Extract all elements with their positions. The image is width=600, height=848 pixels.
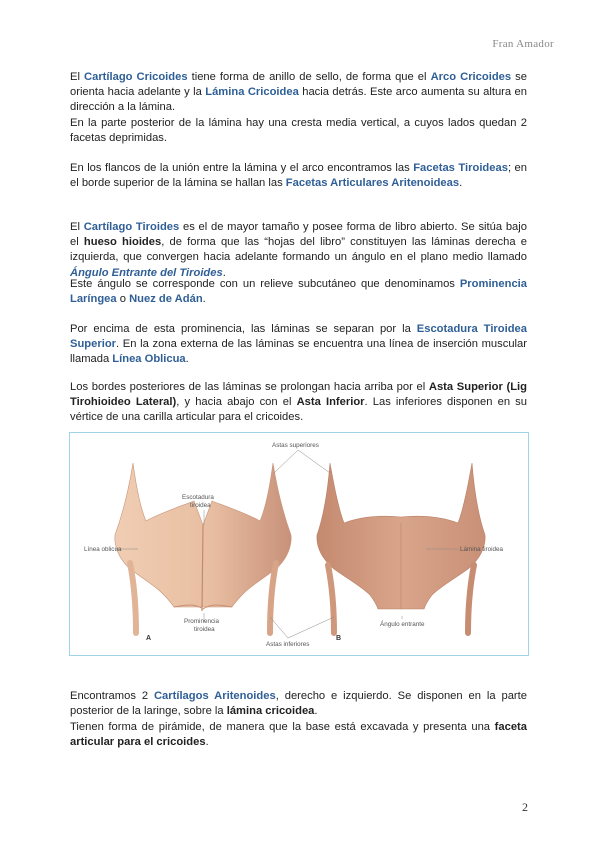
thyroid-cartilage-illustration xyxy=(70,433,528,655)
label-panel-b: B xyxy=(336,635,342,642)
paragraph-cricoides: El Cartílago Cricoides tiene forma de anillo de sello, de forma que el Arco Cricoides se orienta hacia adelante y la Lámina Cricoidea hacia detrás. Este arco aumenta su altura en dirección a la lámina. xyxy=(70,71,527,114)
label-escotadura-line1: Escotadura xyxy=(182,494,214,501)
term-hueso-hioides: hueso hioides xyxy=(83,236,162,249)
term-linea-oblicua: Línea Oblicua xyxy=(112,353,186,366)
term-angulo-entrante: Ángulo Entrante del Tiroides xyxy=(70,266,223,279)
paragraph-facetas: En los flancos de la unión entre la lámina y el arco encontramos las Facetas Tiroideas; en el borde superior de la lámina se hallan las Facetas Articulares Aritenoideas. xyxy=(70,162,527,190)
paragraph-cresta: En la parte posterior de la lámina hay una cresta media vertical, a cuyos lados quedan 2 facetas deprimidas. xyxy=(70,117,527,145)
term-asta-superior: Asta Superior (Lig Tirohioideo Lateral) xyxy=(70,381,527,409)
label-linea-oblicua: Línea oblicua xyxy=(84,546,122,553)
term-cartilagos-aritenoides: Cartílagos Aritenoides xyxy=(153,690,276,702)
label-lamina-tiroidea: Lámina tiroidea xyxy=(460,546,504,553)
label-prominencia-line1: Prominencia xyxy=(184,618,219,625)
term-nuez-de-adan: Nuez de Adán xyxy=(129,293,203,306)
label-astas-superiores: Astas superiores xyxy=(272,442,319,449)
paragraph-piramide: Tienen forma de pirámide, de manera que la base está excavada y presenta una faceta articular para el cricoides. xyxy=(70,721,527,749)
term-asta-inferior: Asta Inferior xyxy=(296,396,365,409)
term-cartilago-cricoides: Cartílago Cricoides xyxy=(84,71,188,83)
label-prominencia-line2: tiroidea xyxy=(194,626,215,633)
term-lamina-cricoidea: Lámina Cricoidea xyxy=(205,86,299,99)
label-astas-inferiores: Astas inferiores xyxy=(266,641,310,648)
page-number: 2 xyxy=(522,800,528,814)
term-facetas-aritenoideas: Facetas Articulares Aritenoideas xyxy=(285,177,460,190)
term-prominencia-laringea: Prominencia Laríngea xyxy=(70,278,527,306)
thyroid-anterior-view xyxy=(114,463,292,633)
paragraph-aritenoides: Encontramos 2 Cartílagos Aritenoides, derecho e izquierdo. Se disponen en la parte posterior de la laringe, sobre la lámina cricoidea. xyxy=(70,690,527,718)
paragraph-astas: Los bordes posteriores de las láminas se prolongan hacia arriba por el Asta Superior (Lig Tirohioideo Lateral), y hacia abajo con el Asta Inferior. Las inferiores disponen en su vértice de una carilla articular para el cricoides. xyxy=(70,381,527,424)
paragraph-prominencia: Este ángulo se corresponde con un relieve subcutáneo que denominamos Prominencia Laríngea o Nuez de Adán. xyxy=(70,278,527,306)
term-cartilago-tiroides: Cartílago Tiroides xyxy=(83,221,180,233)
page-header-author: Fran Amador xyxy=(492,38,554,50)
term-arco-cricoides: Arco Cricoides xyxy=(430,71,512,83)
paragraph-tiroides: El Cartílago Tiroides es el de mayor tamaño y posee forma de libro abierto. Se sitúa bajo el hueso hioides, de forma que las “hojas del libro” constituyen las láminas derecha e izquierda, que convergen hacia adelante formando un ángulo en el plano medio llamado Ángulo Entrante del Tiroides. xyxy=(70,221,527,279)
paragraph-escotadura: Por encima de esta prominencia, las láminas se separan por la Escotadura Tiroidea Superior. En la zona externa de las láminas se encuentra una línea de inserción muscular llamada Línea Oblicua. xyxy=(70,323,527,366)
term-escotadura-tiroidea: Escotadura Tiroidea Superior xyxy=(70,323,527,351)
term-facetas-tiroideas: Facetas Tiroideas xyxy=(413,162,508,174)
label-panel-a: A xyxy=(146,635,152,642)
label-escotadura-line2: tiroidea xyxy=(190,502,211,509)
label-angulo-entrante: Ángulo entrante xyxy=(380,621,425,628)
term-faceta-articular: faceta articular para el cricoides xyxy=(70,721,527,749)
term-lamina-cricoidea-bold: lámina cricoidea xyxy=(226,705,315,718)
thyroid-cartilage-figure xyxy=(69,432,529,656)
